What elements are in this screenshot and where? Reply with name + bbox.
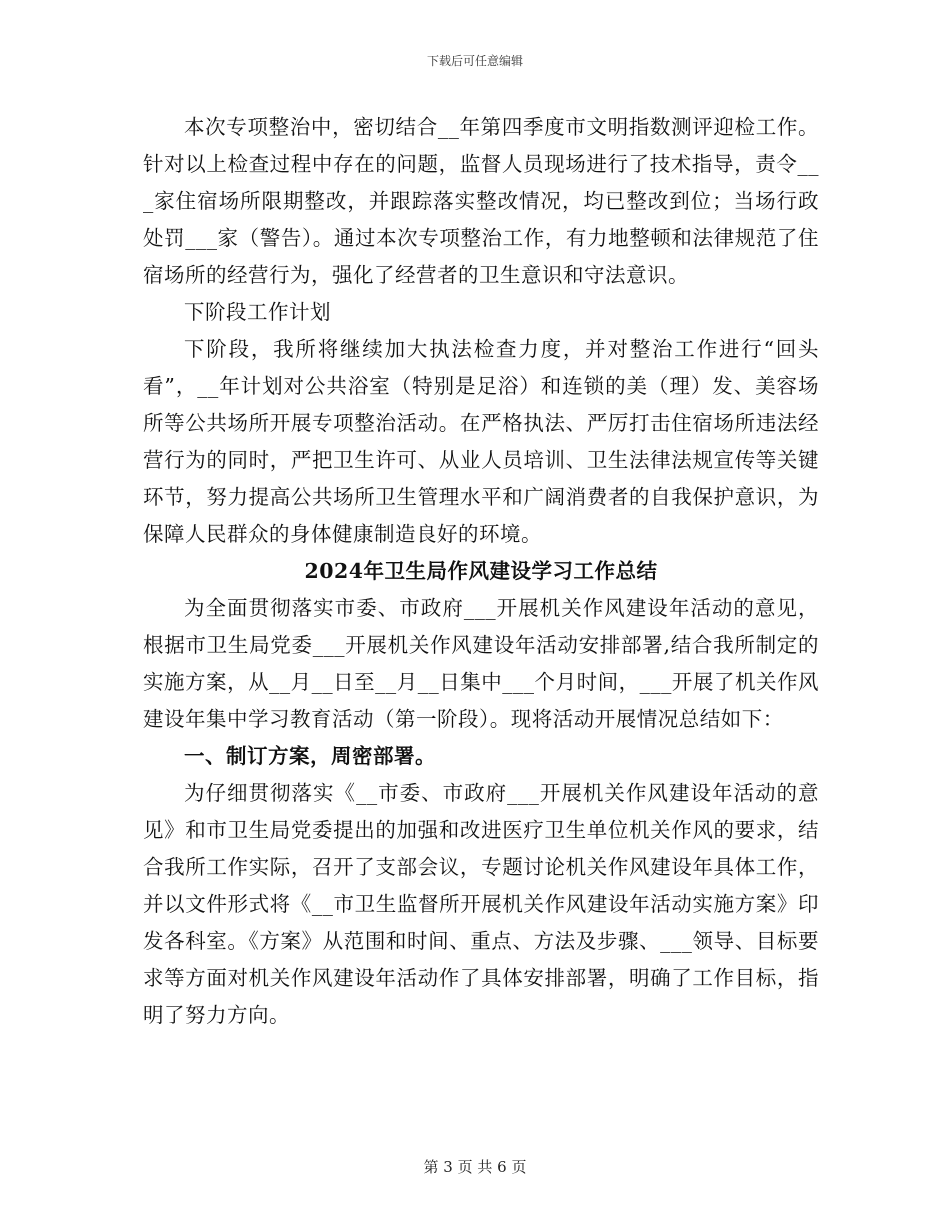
page-number: 第 3 页 共 6 页 — [423, 1158, 527, 1176]
page-header: 下载后可任意编辑 — [426, 54, 523, 68]
paragraph-rectification-summary: 本次专项整治中，密切结合__年第四季度市文明指数测评迎检工作。针对以上检查过程中存在的问题，监督人员现场进行了技术指导，责令___家住宿场所限期整改，并跟踪落实整改情况，均已整改到位；当场行政处罚___家（警告）。通过本次专项整治工作，有力地整顿和法律规范了住宿场所的经营行为，强化了经营者的卫生意识和守法意识。 — [143, 115, 819, 287]
document-title: 2024年卫生局作风建设学习工作总结 — [304, 559, 658, 583]
section-label-next-plan: 下阶段工作计划 — [184, 300, 331, 324]
document-body — [143, 109, 819, 1034]
paragraph-introduction: 为全面贯彻落实市委、市政府___开展机关作风建设年活动的意见，根据市卫生局党委___开展机关作风建设年活动安排部署,结合我所制定的实施方案，从__月__日至__月__日集中___个月时间，___开展了机关作风建设年集中学习教育活动（第一阶段）。现将活动开展情况总结如下： — [143, 596, 819, 731]
paragraph-next-plan: 下阶段，我所将继续加大执法检查力度，并对整治工作进行“回头看”，__年计划对公共浴室（特别是足浴）和连锁的美（理）发、美容场所等公共场所开展专项整治活动。在严格执法、严厉打击住宿场所违法经营行为的同时，严把卫生许可、从业人员培训、卫生法律法规宣传等关键环节，努力提高公共场所卫生管理水平和广阔消费者的自我保护意识，为保障人民群众的身体健康制造良好的环境。 — [143, 337, 819, 546]
section-heading-one: 一、制订方案，周密部署。 — [184, 744, 436, 768]
paragraph-plan-deployment: 为仔细贯彻落实《__市委、市政府___开展机关作风建设年活动的意见》和市卫生局党委提出的加强和改进医疗卫生单位机关作风的要求，结合我所工作实际，召开了支部会议，专题讨论机关作风建设年具体工作，并以文件形式将《__市卫生监督所开展机关作风建设年活动实施方案》印发各科室。《方案》从范围和时间、重点、方法及步骤、___领导、目标要求等方面对机关作风建设年活动作了具体安排部署，明确了工作目标，指明了努力方向。 — [143, 781, 819, 1027]
